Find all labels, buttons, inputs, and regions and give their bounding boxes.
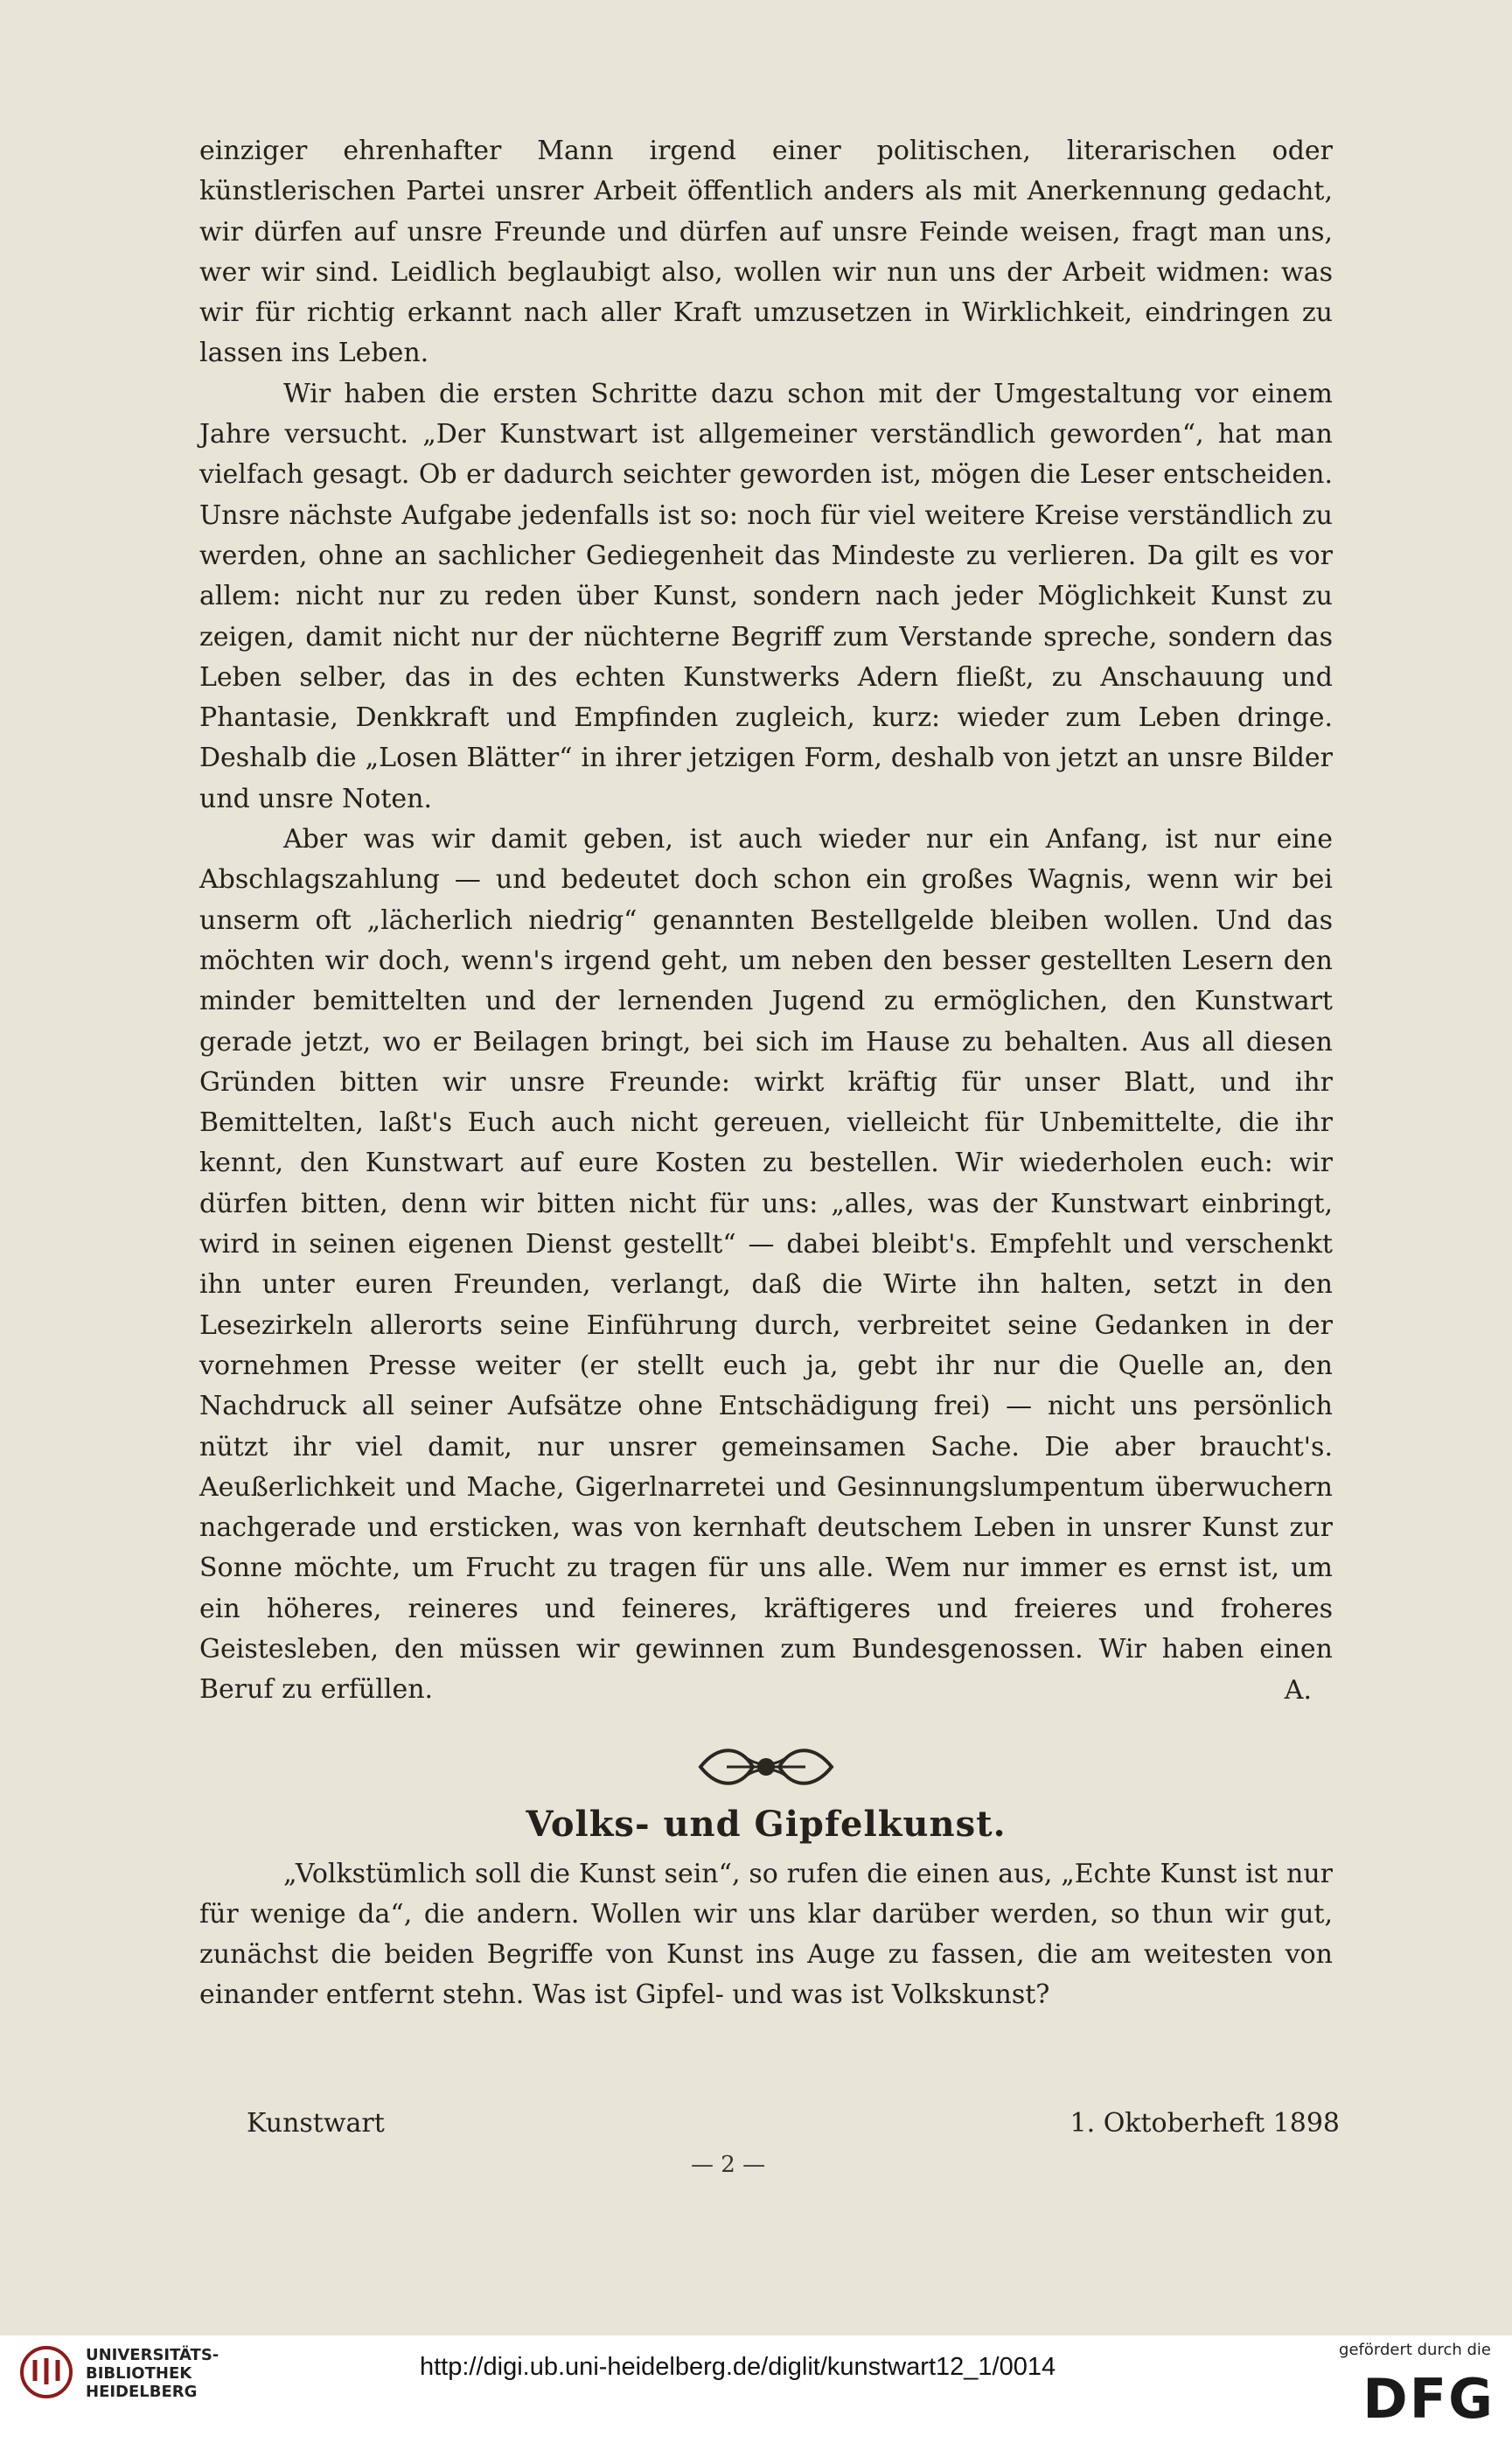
author-signature: A. [1284,1674,1312,1706]
page-number: — 2 — [691,2152,766,2178]
permalink-url[interactable]: http://digi.ub.uni-heidelberg.de/diglit/kunstwart12_1/0014 [420,2353,1056,2381]
article-body [199,131,1333,2016]
dfg-logo: DFG [1362,2367,1495,2431]
journal-name: Kunstwart [247,2108,385,2139]
section-paragraph: „Volkstümlich soll die Kunst sein“, so rufen die einen aus, „Echte Kunst ist nur für wenige da“, die andern. Wollen wir uns klar darüber werden, so thun wir gut, zunächst die beiden Begriffe von Kunst ins Auge zu fassen, die am weitesten von einander entfernt stehn. Was ist Gipfel- und was ist Volkskunst? [199,1858,1333,2011]
library-name-line3: HEIDELBERG [86,2383,198,2401]
library-name-line2: BIBLIOTHEK [86,2364,192,2383]
issue-date: 1. Oktoberheft 1898 [1070,2108,1340,2139]
sponsor-caption: gefördert durch die [1339,2341,1491,2359]
section-heading: Volks- und Gipfelkunst. [526,1803,1007,1845]
page-footer [247,2108,1340,2160]
library-name-line1: UNIVERSITÄTS- [86,2346,219,2364]
ornament-divider-icon [692,1741,840,1793]
paragraph-3: Aber was wir damit geben, ist auch wieder nur ein Anfang, ist nur eine Abschlagszahlung — und bedeutet doch schon ein großes Wagnis, wenn wir bei unserm oft „lächerlich niedrig“ genannten Bestellgelde bleiben wollen. Und das möchten wir doch, wenn's irgend geht, um neben den besser gestellten Lesern den minder bemittelten und der lernenden Jugend zu ermöglichen, den Kunstwart gerade jetzt, wo er Beilagen bringt, bei sich im Hause zu behalten. Aus all diesen Gründen bitten wir unsre Freunde: wirkt kräftig für unser Blatt, und ihr Bemittelten, laßt's Euch auch nicht gereuen, vielleicht für Unbemittelte, die ihr kennt, den Kunstwart auf eure Kosten zu bestellen. Wir wiederholen euch: wir dürfen bitten, denn wir bitten nicht für uns: „alles, was der Kunstwart einbringt, wird in seinen eigenen Dienst gestellt“ — dabei bleibt's. Empfehlt und verschenkt ihn unter euren Freunden, verlangt, daß die Wirte ihn halten, setzt in den Lesezirkeln allerorts seine Einführung durch, verbreitet seine Gedanken in der vornehmen Presse weiter (er stellt euch ja, gebt ihr nur die Quelle an, den Nachdruck all seiner Aufsätze ohne Entschädigung frei) — nicht uns persönlich nützt ihr viel damit, nur unsrer gemeinsamen Sache. Die aber braucht's. Aeußerlichkeit und Mache, Gigerlnarretei und Gesinnungslumpentum überwuchern nachgerade und ersticken, was von kernhaft deutschem Leben in unsrer Kunst zur Sonne möchte, um Frucht zu tragen für uns alle. Wem nur immer es ernst ist, um ein höheres, reineres und feineres, kräftigeres und freieres und froheres Geistesleben, den müssen wir gewinnen zum Bundesgenossen. Wir haben einen Beruf zu erfüllen. [199,824,1333,1706]
paragraph-1: einziger ehrenhafter Mann irgend einer politischen, literarischen oder künstlerischen Partei unsrer Arbeit öffentlich anders als mit Anerkennung gedacht, wir dürfen auf unsre Freunde und dürfen auf unsre Feinde weisen, fragt man uns, wer wir sind. Leidlich beglaubigt also, wollen wir nun uns der Arbeit widmen: was wir für richtig erkannt nach aller Kraft umzusetzen in Wirklichkeit, eindringen zu lassen ins Leben. [199,136,1333,369]
university-library-logo-icon [19,2344,73,2400]
paragraph-2: Wir haben die ersten Schritte dazu schon mit der Umgestaltung vor einem Jahre versucht. „Der Kunstwart ist allgemeiner verständlich geworden“, hat man vielfach gesagt. Ob er dadurch seichter geworden ist, mögen die Leser entscheiden. Unsre nächste Aufgabe jedenfalls ist so: noch für viel weitere Kreise verständlich zu werden, ohne an sachlicher Gediegenheit das Mindeste zu verlieren. Da gilt es vor allem: nicht nur zu reden über Kunst, sondern nach jeder Möglichkeit Kunst zu zeigen, damit nicht nur der nüchterne Begriff zum Verstande spreche, sondern das Leben selber, das in des echten Kunstwerks Adern fließt, zu Anschauung und Phantasie, Denkkraft und Empfinden zugleich, kurz: wieder zum Leben dringe. Deshalb die „Losen Blätter“ in ihrer jetzigen Form, deshalb von jetzt an unsre Bilder und unsre Noten. [199,378,1333,814]
library-name [86,2346,219,2401]
